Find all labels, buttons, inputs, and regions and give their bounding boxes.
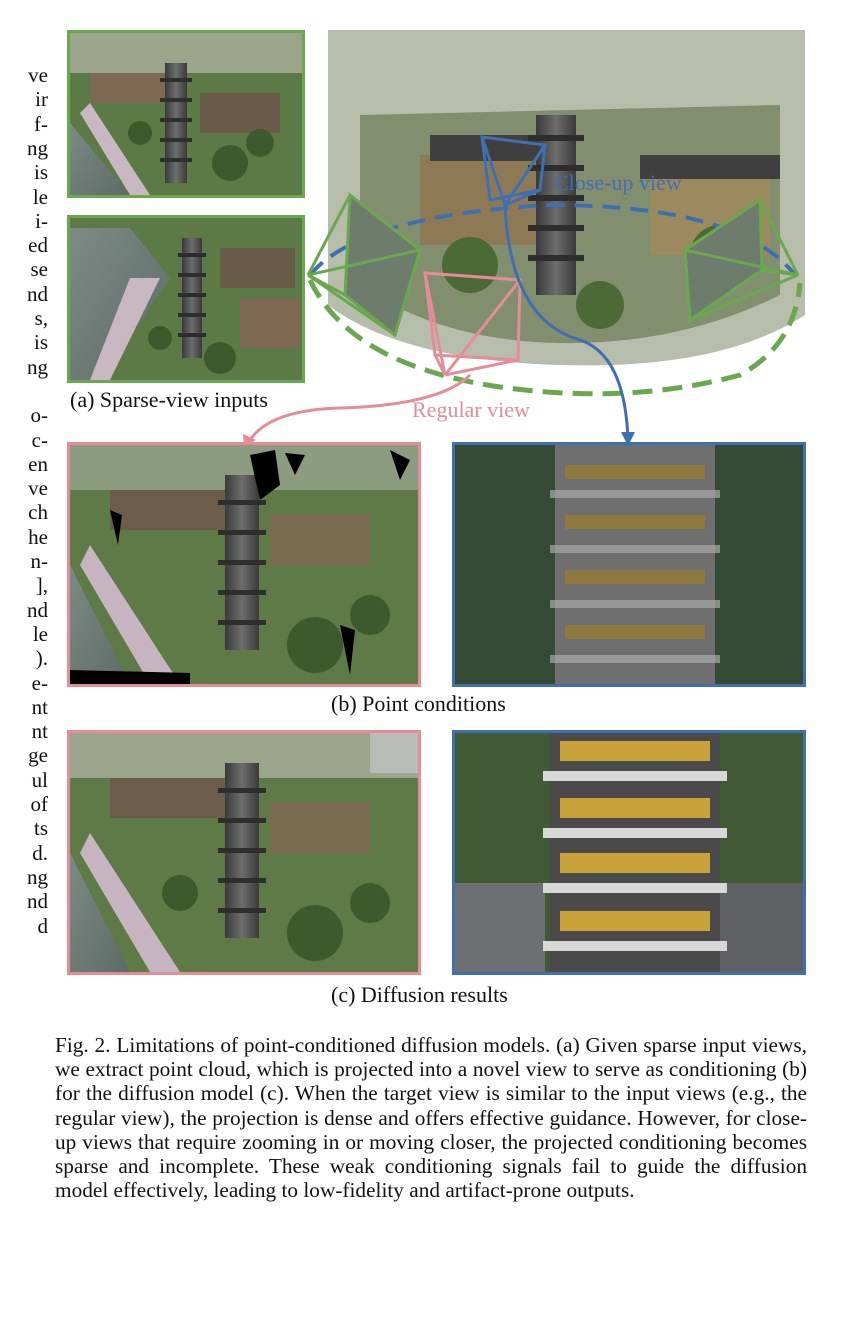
left-column-fragment: ],	[35, 573, 48, 598]
figure-caption-text: Fig. 2. Limitations of point-conditioned diffusion models. (a) Given sparse input views, we extract point cloud, which is projected into a novel view to serve as conditioning (b) for the diffusion model (c). When the target view is similar to the input views (e.g., the regular view), the projection is dense and offers effective guidance. However, for close-up views that require zooming in or moving closer, the projected conditioning becomes sparse and incomplete. These weak conditioning signals fail to guide the diffusion model effectively, leading to low-fidelity and artifact-prone outputs.	[55, 1033, 807, 1203]
left-column-fragment: ng	[27, 864, 48, 889]
panel-a-caption: (a) Sparse-view inputs	[70, 387, 268, 412]
left-column-fragment: ir	[35, 87, 48, 112]
left-column-fragment: nt	[31, 694, 48, 719]
closeup-view-label: Close-up view	[554, 170, 682, 195]
left-column-fragment: le	[32, 184, 48, 209]
left-column-fragment: ).	[35, 646, 48, 671]
left-column-fragment: ng	[27, 135, 48, 160]
left-column-fragment: f-	[34, 111, 48, 136]
regular-view-label: Regular view	[412, 397, 530, 422]
left-column-fragment: d	[37, 913, 48, 938]
view-arrows	[0, 0, 862, 460]
left-column-fragment: d.	[32, 840, 48, 865]
left-column-fragment: nt	[31, 719, 48, 744]
figure-caption	[55, 1033, 807, 1202]
left-column-fragment: n-	[30, 549, 48, 573]
left-column-fragment: nd	[27, 597, 48, 622]
panel-b-caption: (b) Point conditions	[331, 691, 506, 716]
diffusion-result-closeup	[452, 730, 806, 975]
point-condition-closeup	[452, 442, 806, 687]
left-column-fragment: nd	[27, 281, 48, 306]
diffusion-result-regular	[67, 730, 421, 975]
left-column-fragment: ul	[31, 767, 48, 792]
left-column-fragment: he	[28, 524, 48, 549]
left-column-fragment: le	[32, 621, 48, 646]
left-column-fragment: se	[30, 257, 48, 282]
left-column-fragment: en	[28, 451, 48, 476]
left-column-fragment: c-	[31, 427, 48, 452]
left-column-fragment: of	[30, 792, 48, 816]
left-column-fragment: i-	[35, 208, 48, 233]
left-column-fragment: s,	[34, 306, 48, 330]
truncated-next-line	[55, 1313, 807, 1333]
left-column-fragment: ve	[28, 476, 48, 501]
left-column-fragment: ng	[27, 354, 48, 379]
left-column-fragment: ch	[28, 500, 48, 525]
left-column-fragment: ve	[28, 63, 48, 87]
left-column-fragment: o-	[30, 403, 48, 428]
left-column-fragment: is	[33, 330, 48, 355]
left-column-fragment: is	[33, 160, 48, 185]
left-column-fragment: ts	[33, 816, 48, 841]
point-condition-regular	[67, 442, 421, 687]
panel-c-caption: (c) Diffusion results	[331, 982, 508, 1007]
left-column-fragment: nd	[27, 889, 48, 914]
left-column-fragment: e-	[31, 670, 48, 695]
left-column-fragment: ed	[28, 233, 48, 258]
left-column-fragment: ge	[28, 743, 48, 768]
